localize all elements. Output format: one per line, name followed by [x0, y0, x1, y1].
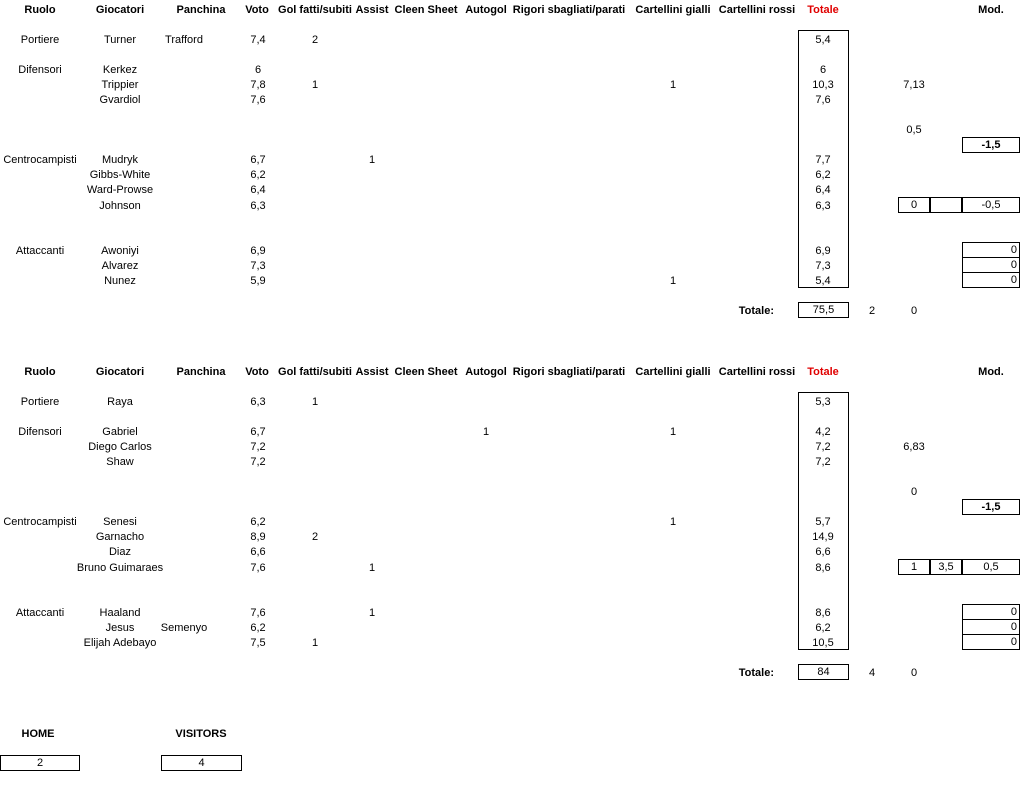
vote-value: 6,6 [250, 546, 266, 558]
row-total-value: 6,6 [815, 546, 831, 558]
player-name: Alvarez [101, 260, 139, 272]
player-name: Johnson [99, 200, 141, 212]
player-name: Ward-Prowse [86, 184, 154, 196]
vote-value: 6,9 [250, 245, 266, 257]
player-name: Gvardiol [99, 94, 141, 106]
row-total-value: 8,6 [815, 607, 831, 619]
row-total-value: 6,9 [815, 245, 831, 257]
row-total-value: 7,6 [815, 94, 831, 106]
goals-value: 2 [311, 34, 319, 46]
team2-defense-average: 6,83 [903, 441, 925, 453]
vote-value: 7,2 [250, 456, 266, 468]
team1-defense-average: 7,13 [903, 79, 925, 91]
team2-header-rigori: Rigori sbagliati/parati [512, 366, 626, 378]
row-total-value: 6,2 [815, 622, 831, 634]
team1-role-centrocampisti: Centrocampisti [3, 154, 77, 166]
player-name: Mudryk [101, 154, 139, 166]
team2-header-mod: Mod. [978, 366, 1004, 378]
vote-value: 6,3 [250, 396, 266, 408]
team2-midfield-mod-a[interactable]: 1 [898, 559, 930, 575]
team1-header-rigori: Rigori sbagliati/parati [512, 4, 626, 16]
team1-role-portiere: Portiere [20, 34, 60, 46]
row-total-value: 5,7 [815, 516, 831, 528]
row-total-value: 7,3 [815, 260, 831, 272]
vote-value: 7,6 [250, 562, 266, 574]
player-name: Kerkez [102, 64, 138, 76]
team2-attack-mod-3[interactable]: 0 [962, 634, 1020, 650]
team1-header-cleen: Cleen Sheet [394, 4, 458, 16]
vote-value: 6,3 [250, 200, 266, 212]
row-total-value: 7,7 [815, 154, 831, 166]
vote-value: 8,9 [250, 531, 266, 543]
team1-header-gol: Gol fatti/subiti [278, 4, 352, 16]
player-name: Elijah Adebayo [83, 637, 157, 649]
team1-modifier-total[interactable]: -1,5 [962, 137, 1020, 153]
bench-player: Trafford [165, 34, 203, 46]
player-name: Bruno Guimaraes [76, 562, 164, 574]
row-total-value: 6,4 [815, 184, 831, 196]
team2-role-portiere: Portiere [20, 396, 60, 408]
player-name: Raya [107, 396, 133, 408]
player-name: Senesi [103, 516, 137, 528]
row-total-value: 8,6 [815, 562, 831, 574]
team2-header-giocatori: Giocatori [95, 366, 145, 378]
team2-total-value[interactable]: 84 [798, 664, 849, 680]
home-label: HOME [21, 728, 55, 740]
team2-header-autogol: Autogol [465, 366, 507, 378]
row-total-value: 7,2 [815, 456, 831, 468]
team1-header-gialli: Cartellini gialli [635, 4, 711, 16]
visitors-score[interactable]: 4 [161, 755, 242, 771]
vote-value: 7,6 [250, 607, 266, 619]
team1-role-difensori: Difensori [18, 64, 62, 76]
row-total-value: 4,2 [815, 426, 831, 438]
team2-total-label: Totale: [738, 667, 774, 679]
player-name: Diaz [108, 546, 132, 558]
team1-total-label: Totale: [738, 305, 774, 317]
team2-attack-mod-1[interactable]: 0 [962, 604, 1020, 620]
team1-attack-mod-1[interactable]: 0 [962, 242, 1020, 258]
player-name: Gabriel [102, 426, 138, 438]
team2-midfield-mod-c[interactable]: 0,5 [962, 559, 1020, 575]
team2-header-assist: Assist [355, 366, 389, 378]
team2-header-rossi: Cartellini rossi [718, 366, 796, 378]
player-name: Awoniyi [101, 245, 139, 257]
team1-goals-scored: 2 [868, 305, 876, 317]
team2-header-gialli: Cartellini gialli [635, 366, 711, 378]
own-goal-value: 1 [482, 426, 490, 438]
team1-header-ruolo: Ruolo [24, 4, 56, 16]
vote-value: 5,9 [250, 275, 266, 287]
team1-midfield-mod-c[interactable]: -0,5 [962, 197, 1020, 213]
yellow-card-value: 1 [669, 275, 677, 287]
vote-value: 6,7 [250, 154, 266, 166]
vote-value: 7,2 [250, 441, 266, 453]
team2-role-attaccanti: Attaccanti [15, 607, 65, 619]
vote-value: 7,3 [250, 260, 266, 272]
assist-value: 1 [368, 607, 376, 619]
player-name: Gibbs-White [89, 169, 151, 181]
player-name: Shaw [106, 456, 134, 468]
vote-value: 7,5 [250, 637, 266, 649]
player-name: Turner [104, 34, 136, 46]
team1-header-mod: Mod. [978, 4, 1004, 16]
goals-value: 1 [311, 637, 319, 649]
vote-value: 7,4 [250, 34, 266, 46]
team1-midfield-mod-a[interactable]: 0 [898, 197, 930, 213]
row-total-value: 10,5 [812, 637, 834, 649]
assist-value: 1 [368, 154, 376, 166]
vote-value: 6,2 [250, 516, 266, 528]
visitors-label: VISITORS [175, 728, 227, 740]
player-name: Trippier [101, 79, 139, 91]
team2-role-difensori: Difensori [18, 426, 62, 438]
goals-value: 1 [311, 396, 319, 408]
vote-value: 7,8 [250, 79, 266, 91]
team1-extra-value: 0 [910, 305, 918, 317]
row-total-value: 6 [819, 64, 827, 76]
player-name: Haaland [99, 607, 141, 619]
team1-defense-modifier: 0,5 [906, 124, 922, 136]
player-name: Jesus [105, 622, 135, 634]
team2-header-totale: Totale [807, 366, 839, 378]
team2-extra-value: 0 [910, 667, 918, 679]
team2-modifier-total[interactable]: -1,5 [962, 499, 1020, 515]
team2-defense-modifier: 0 [910, 486, 918, 498]
vote-value: 6,7 [250, 426, 266, 438]
team2-header-voto: Voto [245, 366, 269, 378]
vote-value: 6 [254, 64, 262, 76]
team2-goals-scored: 4 [868, 667, 876, 679]
row-total-value: 5,4 [815, 34, 831, 46]
team1-header-autogol: Autogol [465, 4, 507, 16]
vote-value: 7,6 [250, 94, 266, 106]
player-name: Diego Carlos [88, 441, 152, 453]
team1-midfield-mod-b[interactable] [930, 197, 962, 213]
vote-value: 6,4 [250, 184, 266, 196]
goals-value: 2 [311, 531, 319, 543]
team2-header-ruolo: Ruolo [24, 366, 56, 378]
team2-role-centrocampisti: Centrocampisti [3, 516, 77, 528]
team1-attack-mod-3[interactable]: 0 [962, 272, 1020, 288]
team1-header-assist: Assist [355, 4, 389, 16]
team2-attack-mod-2[interactable]: 0 [962, 619, 1020, 635]
team1-attack-mod-2[interactable]: 0 [962, 257, 1020, 273]
team1-header-voto: Voto [245, 4, 269, 16]
assist-value: 1 [368, 562, 376, 574]
team2-header-cleen: Cleen Sheet [394, 366, 458, 378]
row-total-value: 6,2 [815, 169, 831, 181]
team1-header-panchina: Panchina [176, 4, 226, 16]
vote-value: 6,2 [250, 169, 266, 181]
team2-totale-column-box [798, 392, 849, 650]
team1-header-giocatori: Giocatori [95, 4, 145, 16]
team1-header-rossi: Cartellini rossi [718, 4, 796, 16]
row-total-value: 6,3 [815, 200, 831, 212]
row-total-value: 7,2 [815, 441, 831, 453]
team1-header-totale: Totale [807, 4, 839, 16]
team2-midfield-mod-b[interactable]: 3,5 [930, 559, 962, 575]
team2-header-panchina: Panchina [176, 366, 226, 378]
vote-value: 6,2 [250, 622, 266, 634]
team1-total-value[interactable]: 75,5 [798, 302, 849, 318]
player-name: Garnacho [95, 531, 145, 543]
row-total-value: 5,4 [815, 275, 831, 287]
row-total-value: 10,3 [812, 79, 834, 91]
team1-totale-column-box [798, 30, 849, 288]
row-total-value: 5,3 [815, 396, 831, 408]
player-name: Nunez [104, 275, 136, 287]
yellow-card-value: 1 [669, 426, 677, 438]
team1-role-attaccanti: Attaccanti [15, 245, 65, 257]
team2-header-gol: Gol fatti/subiti [278, 366, 352, 378]
bench-player: Semenyo [160, 622, 208, 634]
row-total-value: 14,9 [812, 531, 834, 543]
yellow-card-value: 1 [669, 516, 677, 528]
goals-value: 1 [311, 79, 319, 91]
home-score[interactable]: 2 [0, 755, 80, 771]
yellow-card-value: 1 [669, 79, 677, 91]
